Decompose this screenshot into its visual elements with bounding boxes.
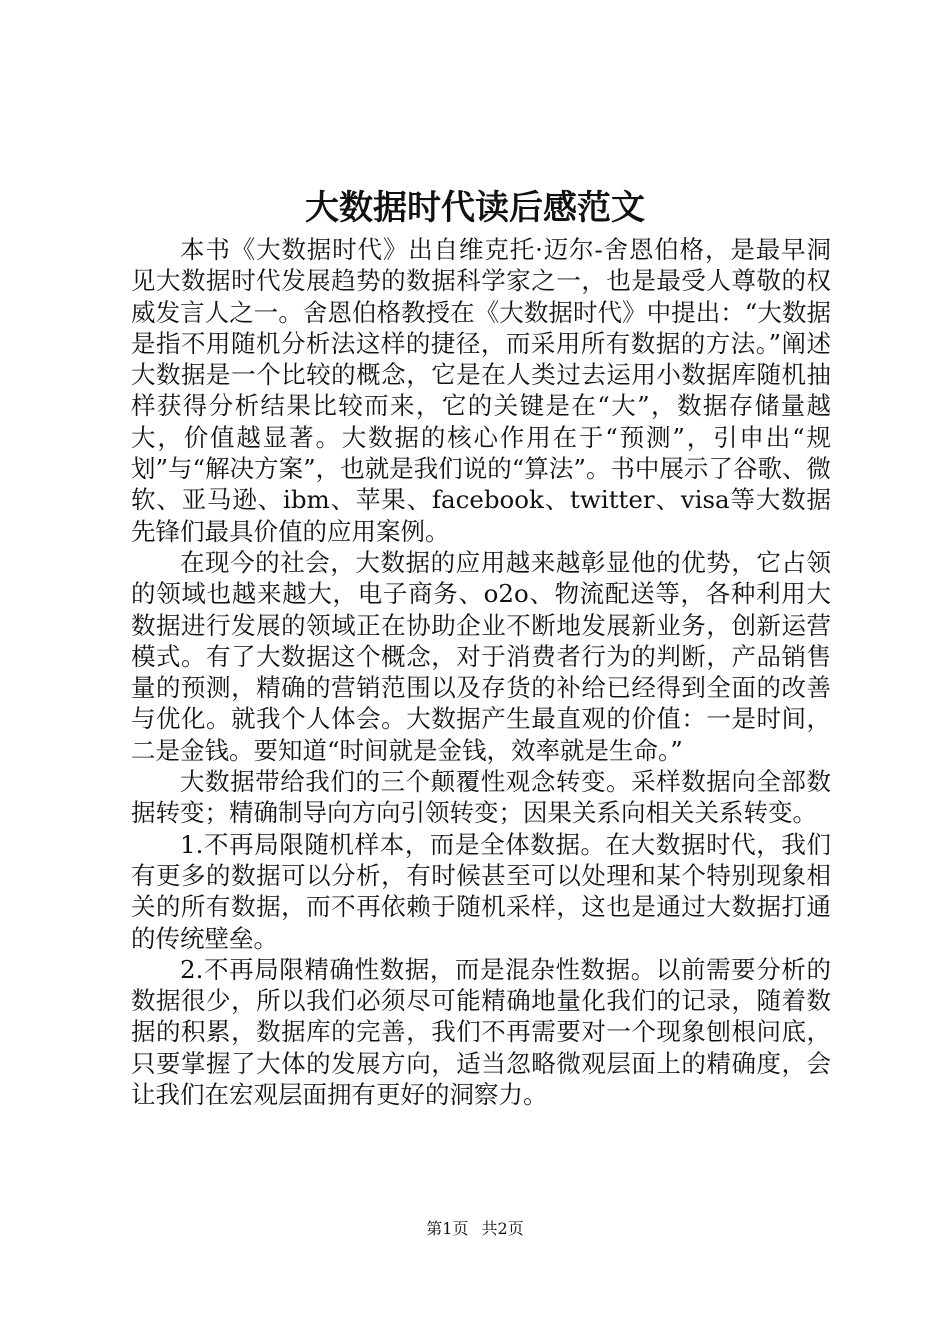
paragraph: 在现今的社会，大数据的应用越来越彰显他的优势，它占领的领域也越来越大，电子商务、o2o、物流配送等，各种利用大数据进行发展的领域正在协助企业不断地发展新业务，创新运营模式。有了大数据这个概念，对于消费者行为的判断，产品销售量的预测，精确的营销范围以及存货的补给已经得到全面的改善与优化。就我个人体会。大数据产生最直观的价值：一是时间，二是金钱。要知道“时间就是金钱，效率就是生命。”: [131, 547, 831, 765]
paragraph: 1.不再局限随机样本，而是全体数据。在大数据时代，我们有更多的数据可以分析，有时候甚至可以处理和某个特别现象相关的所有数据，而不再依赖于随机采样，这也是通过大数据打通的传统壁垒。: [131, 829, 831, 953]
page-total: 共2页: [481, 1219, 524, 1238]
document-body: [131, 234, 831, 1110]
document-title: 大数据时代读后感范文: [305, 188, 645, 228]
paragraph: 2.不再局限精确性数据，而是混杂性数据。以前需要分析的数据很少，所以我们必须尽可能精确地量化我们的记录，随着数据的积累，数据库的完善，我们不再需要对一个现象刨根问底，只要掌握了大体的发展方向，适当忽略微观层面上的精确度，会让我们在宏观层面拥有更好的洞察力。: [131, 954, 831, 1110]
page-number: 第1页: [426, 1219, 469, 1238]
paragraph: 本书《大数据时代》出自维克托·迈尔-舍恩伯格，是最早洞见大数据时代发展趋势的数据科学家之一，也是最受人尊敬的权威发言人之一。舍恩伯格教授在《大数据时代》中提出：“大数据是指不用随机分析法这样的捷径，而采用所有数据的方法。”阐述大数据是一个比较的概念，它是在人类过去运用小数据库随机抽样获得分析结果比较而来，它的关键是在“大”，数据存储量越大，价值越显著。大数据的核心作用在于“预测”，引申出“规划”与“解决方案”，也就是我们说的“算法”。书中展示了谷歌、微软、亚马逊、ibm、苹果、facebook、twitter、visa等大数据先锋们最具价值的应用案例。: [131, 235, 831, 546]
page-footer: [0, 1218, 950, 1240]
paragraph: 大数据带给我们的三个颠覆性观念转变。采样数据向全部数据转变；精确制导向方向引领转变；因果关系向相关关系转变。: [131, 767, 831, 828]
